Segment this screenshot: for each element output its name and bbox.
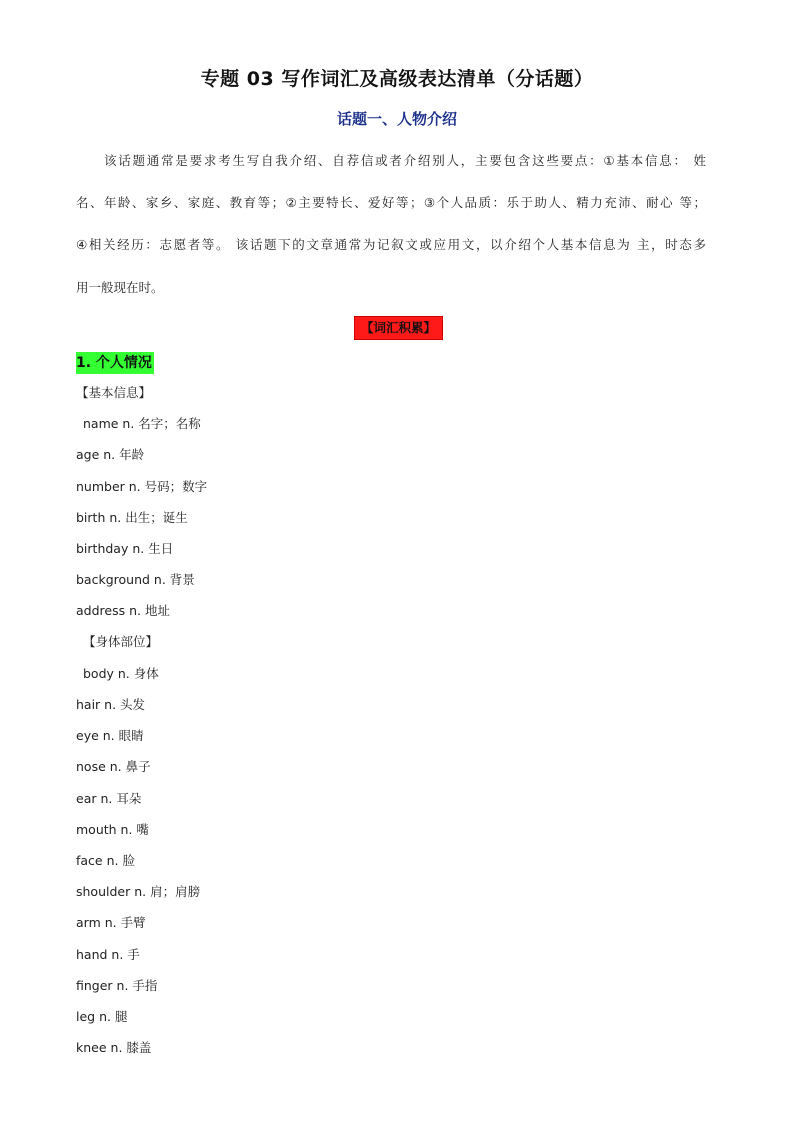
vocab-entry: eye n. 眼睛 bbox=[76, 728, 144, 743]
vocab-entry: age n. 年龄 bbox=[76, 447, 145, 462]
vocab-entry: ear n. 耳朵 bbox=[76, 791, 142, 806]
intro-text: 用一般现在时。 bbox=[76, 280, 164, 295]
intro-paragraph-line bbox=[76, 278, 706, 298]
vocab-entry: nose n. 鼻子 bbox=[76, 759, 151, 774]
vocab-entry: leg n. 腿 bbox=[76, 1009, 128, 1024]
vocab-entry: name n. 名字；名称 bbox=[83, 416, 201, 431]
vocab-entry: shoulder n. 肩；肩膀 bbox=[76, 884, 201, 899]
vocab-entry: number n. 号码；数字 bbox=[76, 479, 208, 494]
vocab-entry: birth n. 出生；诞生 bbox=[76, 510, 188, 525]
intro-paragraph-line bbox=[76, 193, 706, 213]
category-label-basic-info: 【基本信息】 bbox=[76, 385, 152, 400]
vocab-entry: birthday n. 生日 bbox=[76, 541, 174, 556]
section-heading-personal-info: 1. 个人情况 bbox=[76, 352, 154, 374]
vocab-entry: finger n. 手指 bbox=[76, 978, 158, 993]
vocab-entry: body n. 身体 bbox=[83, 666, 159, 681]
vocab-entry: hand n. 手 bbox=[76, 947, 140, 962]
category-label-body-parts: 【身体部位】 bbox=[83, 634, 159, 649]
vocab-accumulation-badge: 【词汇积累】 bbox=[354, 316, 443, 340]
vocab-entry: arm n. 手臂 bbox=[76, 915, 146, 930]
vocab-entry: hair n. 头发 bbox=[76, 697, 146, 712]
vocab-entry: background n. 背景 bbox=[76, 572, 195, 587]
intro-paragraph-line bbox=[104, 151, 706, 171]
page-title: 专题 03 写作词汇及高级表达清单（分话题） bbox=[200, 68, 594, 90]
vocab-entry: address n. 地址 bbox=[76, 603, 170, 618]
intro-text: 名、年龄、家乡、家庭、教育等；②主要特长、爱好等；③个人品质：乐于助人、精力充沛、耐心 等； bbox=[76, 195, 706, 210]
topic-heading: 话题一、人物介绍 bbox=[336, 110, 457, 128]
vocab-entry: face n. 脸 bbox=[76, 853, 135, 868]
vocab-entry: mouth n. 嘴 bbox=[76, 822, 149, 837]
vocab-entry: knee n. 膝盖 bbox=[76, 1040, 152, 1055]
intro-text: ④相关经历：志愿者等。 该话题下的文章通常为记叙文或应用文，以介绍个人基本信息为 主，时态多 bbox=[76, 237, 706, 252]
intro-paragraph-line bbox=[76, 235, 706, 255]
intro-text: 该话题通常是要求考生写自我介绍、自荐信或者介绍别人，主要包含这些要点：①基本信息： 姓 bbox=[104, 153, 706, 168]
